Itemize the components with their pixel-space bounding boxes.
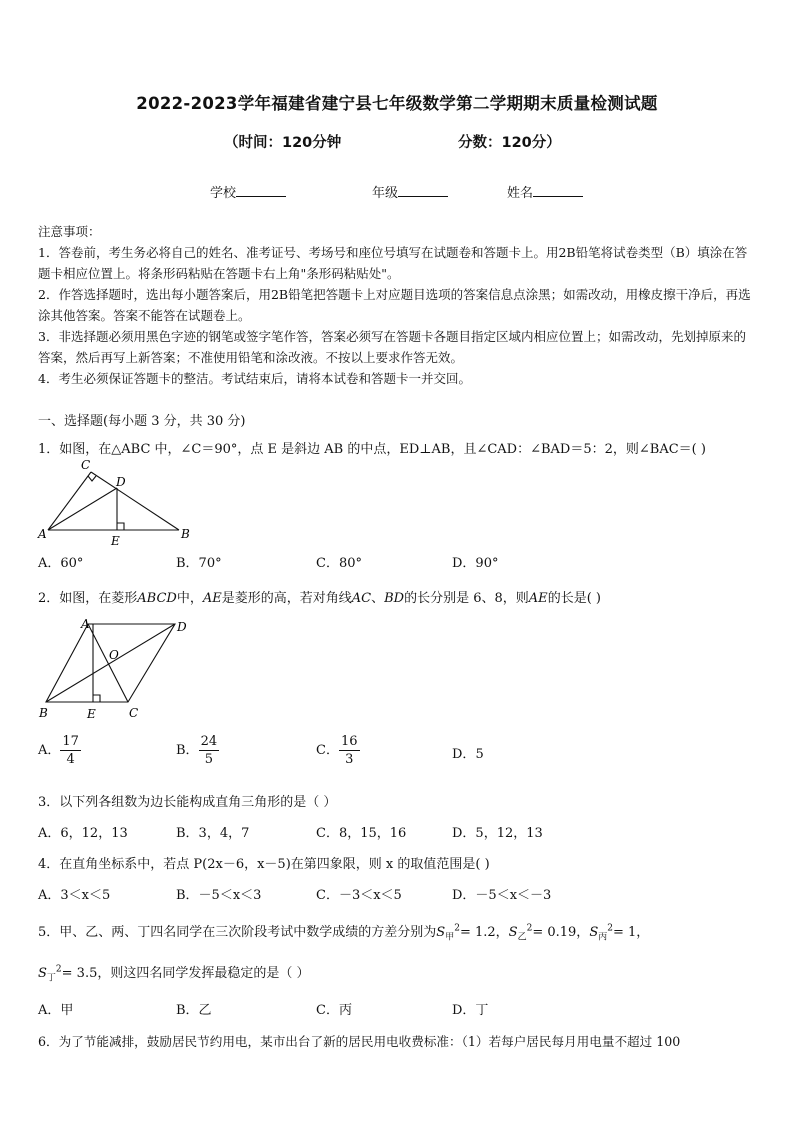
q2-option-b[interactable]: B． $\frac{24}{5}$ [176, 734, 218, 767]
notes-item-3: 3．非选择题必须用黑色字迹的钢笔或签字笔作答，答案必须写在答题卡各题目指定区域内相应位置上；如需改动，先划掉原来的答案，然后再写上新答案；不准使用铅笔和涂改液。不按以上要求作答无效。 [38, 329, 746, 365]
q5-stem-line2: $S_丁^2= 3.5$，则这四名同学发挥最稳定的是（ ） [38, 964, 310, 984]
school-blank[interactable] [236, 184, 286, 197]
grade-blank[interactable] [398, 184, 448, 197]
q1-label-d: D [116, 475, 126, 489]
q3-option-d[interactable]: D．5，12，13 [452, 826, 543, 841]
q2-diagonal-ac [88, 624, 128, 702]
q5-option-d[interactable]: D．丁 [452, 1003, 489, 1018]
q5-option-a[interactable]: A．甲 [38, 1003, 74, 1018]
notes-item-4: 4．考生必须保证答题卡的整洁。考试结束后，请将本试卷和答题卡一并交回。 [38, 371, 471, 386]
q4-option-d[interactable]: D．－5＜x＜－3 [452, 888, 552, 903]
q1-segment-ad [48, 488, 117, 530]
notes-block [38, 221, 756, 389]
q2-diagonal-bd [46, 624, 175, 702]
q3-option-a[interactable]: A．6，12，13 [38, 826, 128, 841]
q1-stem: 1．如图，在△ABC 中，∠C＝90°，点 E 是斜边 AB 的中点，ED⊥AB，且∠CAD：∠BAD＝5：2，则∠BAC＝( ) [38, 442, 706, 457]
q1-option-b[interactable]: B．70° [176, 556, 222, 571]
q2-rhombus-figure [36, 614, 196, 724]
notes-item-1: 1．答卷前，考生务必将自己的姓名、准考证号、考场号和座位号填写在试题卷和答题卡上。用2B铅笔将试卷类型（B）填涂在答题卡相应位置上。将条形码粘贴在答题卡右上角"条形码粘贴处"。 [38, 245, 748, 281]
q1-label-c: C [81, 458, 91, 472]
notes-item-2: 2．作答选择题时，选出每小题答案后，用2B铅笔把答题卡上对应题目选项的答案信息点涂黑；如需改动，用橡皮擦干净后，再选涂其他答案。答案不能答在试题卷上。 [38, 287, 751, 323]
q1-side-ac [48, 472, 91, 530]
grade-label: 年级 [372, 186, 399, 201]
q3-stem: 3．以下列各组数为边长能构成直角三角形的是（ ） [38, 795, 337, 810]
q3-option-b[interactable]: B．3，4，7 [176, 826, 250, 841]
name-blank[interactable] [533, 184, 583, 197]
q4-stem: 4．在直角坐标系中，若点 P(2x－6，x－5)在第四象限，则 x 的取值范围是( ) [38, 857, 490, 872]
q5-option-b[interactable]: B．乙 [176, 1003, 212, 1018]
q4-option-c[interactable]: C．－3＜x＜5 [316, 888, 402, 903]
q1-right-angle-e [117, 523, 124, 530]
q5-stem-line1: 5．甲、乙、两、丁四名同学在三次阶段考试中数学成绩的方差分别为$S_甲^2= 1.2$，$S_乙^2= 0.19$，$S_丙^2= 1$， [38, 923, 650, 943]
q4-option-a[interactable]: A．3＜x＜5 [38, 888, 111, 903]
exam-time: （时间：120分钟 [224, 135, 342, 151]
q1-label-a: A [38, 527, 47, 541]
exam-score: 分数：120分） [458, 135, 561, 151]
name-field[interactable] [507, 182, 583, 201]
q1-label-b: B [181, 527, 190, 541]
q2-label-b: B [39, 706, 48, 720]
q2-label-e: E [87, 707, 96, 721]
q2-label-a: A [81, 617, 90, 631]
q2-label-o: O [109, 648, 119, 662]
q2-right-angle-e [93, 695, 100, 702]
q1-triangle-figure [36, 456, 196, 548]
notes-heading: 注意事项： [38, 224, 101, 239]
q1-side-cb [91, 472, 179, 530]
q2-option-a[interactable]: A． $\frac{17}{4}$ [38, 734, 79, 767]
q1-right-angle-c [88, 476, 96, 481]
school-label: 学校 [210, 186, 237, 201]
q3-option-c[interactable]: C．8，15，16 [316, 826, 407, 841]
school-field[interactable] [210, 182, 286, 201]
q2-label-c: C [129, 706, 139, 720]
q2-option-c[interactable]: C． $\frac{16}{3}$ [316, 734, 358, 767]
q1-option-c[interactable]: C．80° [316, 556, 362, 571]
q6-stem: 6．为了节能减排，鼓励居民节约用电，某市出台了新的居民用电收费标准：（1）若每户居民每月用电量不超过 100 [38, 1034, 681, 1049]
q1-option-a[interactable]: A．60° [38, 556, 84, 571]
name-label: 姓名 [507, 186, 534, 201]
q2-stem: 2．如图，在菱形ABCD中，AE是菱形的高，若对角线AC、BD的长分别是 6、8，则AE的长是( ) [38, 591, 601, 606]
q1-option-d[interactable]: D．90° [452, 556, 499, 571]
q1-label-e: E [111, 534, 120, 548]
q4-option-b[interactable]: B．－5＜x＜3 [176, 888, 262, 903]
q2-option-d[interactable]: D．5 [452, 747, 484, 762]
q5-option-c[interactable]: C．丙 [316, 1003, 352, 1018]
page-title: 2022-2023学年福建省建宁县七年级数学第二学期期末质量检测试题 [136, 94, 658, 113]
q2-label-d: D [177, 620, 187, 634]
section-heading: 一、选择题(每小题 3 分，共 30 分) [38, 414, 246, 429]
grade-field[interactable] [372, 182, 448, 201]
